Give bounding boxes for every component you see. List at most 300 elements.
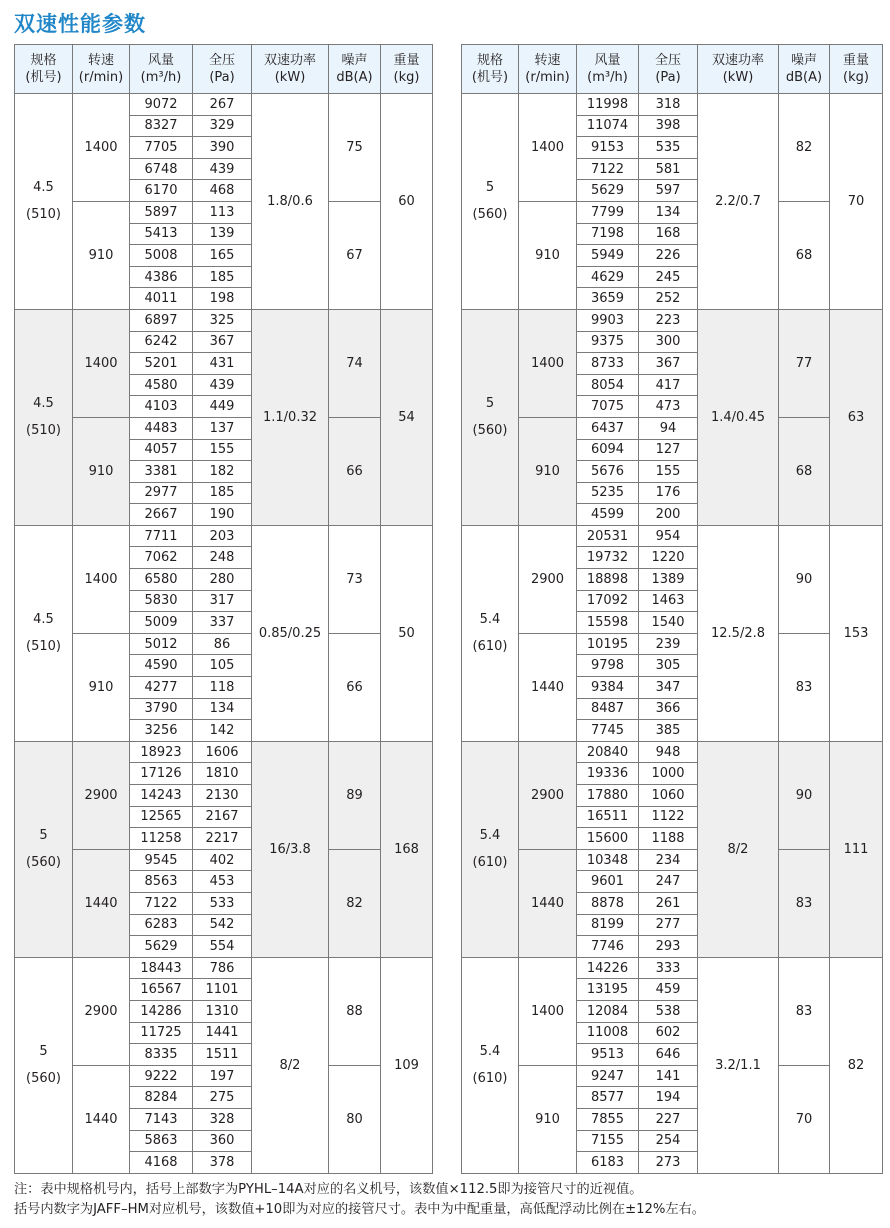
pressure-cell: 1540 (639, 612, 698, 634)
pressure-cell: 141 (639, 1065, 698, 1087)
pressure-cell: 459 (639, 979, 698, 1001)
pressure-cell: 142 (193, 720, 252, 742)
column-header-noise-unit: dB(A) (785, 70, 823, 85)
column-header-speed-unit: (r/min) (525, 70, 570, 85)
airflow-cell: 7075 (577, 396, 639, 418)
airflow-cell: 17126 (130, 763, 193, 785)
speed-cell: 1400 (519, 309, 577, 417)
table-row (462, 633, 883, 655)
spec-code: (560) (26, 1071, 61, 1087)
airflow-cell: 11258 (130, 828, 193, 850)
pressure-cell: 367 (193, 331, 252, 353)
column-header-speed (519, 45, 577, 94)
spec-model: 4.5 (33, 396, 54, 412)
pressure-cell: 118 (193, 677, 252, 699)
pressure-cell: 948 (639, 741, 698, 763)
pressure-cell: 1122 (639, 806, 698, 828)
spec-model: 5 (39, 1044, 48, 1060)
speed-cell: 1400 (73, 309, 130, 417)
table-row (15, 741, 433, 763)
column-header-spec (15, 45, 73, 94)
pressure-cell: 223 (639, 309, 698, 331)
airflow-cell: 15598 (577, 612, 639, 634)
airflow-cell: 7705 (130, 137, 193, 159)
spec-code: (510) (26, 423, 61, 439)
pressure-cell: 226 (639, 245, 698, 267)
airflow-cell: 5676 (577, 461, 639, 483)
table-row (15, 525, 433, 547)
airflow-cell: 16567 (130, 979, 193, 1001)
column-header-pressure (639, 45, 698, 94)
airflow-cell: 4629 (577, 266, 639, 288)
spec-model: 5 (485, 396, 495, 412)
airflow-cell: 4590 (130, 655, 193, 677)
airflow-cell: 14243 (130, 785, 193, 807)
airflow-cell: 4277 (130, 677, 193, 699)
column-header-airflow (577, 45, 639, 94)
column-header-pressure-name: 全压 (654, 53, 681, 68)
airflow-cell: 7122 (577, 158, 639, 180)
pressure-cell: 139 (193, 223, 252, 245)
pressure-cell: 337 (193, 612, 252, 634)
pressure-cell: 280 (193, 569, 252, 591)
pressure-cell: 347 (639, 677, 698, 699)
airflow-cell: 3790 (130, 698, 193, 720)
column-header-spec-unit: (机号) (25, 70, 62, 85)
table-row (462, 201, 883, 223)
airflow-cell: 4103 (130, 396, 193, 418)
column-header-speed-unit: (r/min) (78, 70, 124, 85)
airflow-cell: 14226 (577, 957, 639, 979)
airflow-cell: 6094 (577, 439, 639, 461)
speed-cell: 2900 (73, 741, 130, 849)
pressure-cell: 1310 (193, 1000, 252, 1022)
speed-cell: 910 (73, 201, 130, 309)
airflow-cell: 4483 (130, 417, 193, 439)
pressure-cell: 248 (193, 547, 252, 569)
airflow-cell: 5413 (130, 223, 193, 245)
footnote-line-1: 注：表中规格机号内，括号上部数字为PYHL–14A对应的名义机号，该数值×112.5即为接管尺寸的近视值。 (14, 1182, 643, 1197)
airflow-cell: 7143 (130, 1108, 193, 1130)
pressure-cell: 1441 (193, 1022, 252, 1044)
pressure-cell: 325 (193, 309, 252, 331)
column-header-pressure-unit: (Pa) (655, 70, 681, 85)
pressure-cell: 185 (193, 482, 252, 504)
noise-cell: 77 (779, 309, 830, 417)
pressure-cell: 200 (639, 504, 698, 526)
model-group (462, 957, 883, 1173)
column-header-noise-name: 噪声 (341, 53, 368, 68)
noise-cell: 88 (329, 957, 381, 1065)
noise-cell: 90 (779, 525, 830, 633)
airflow-cell: 18923 (130, 741, 193, 763)
column-header-airflow-unit: (m³/h) (587, 70, 628, 85)
noise-cell: 83 (779, 957, 830, 1065)
airflow-cell: 11998 (577, 94, 639, 116)
column-header-weight-unit: (kg) (393, 70, 420, 85)
power-cell: 12.5/2.8 (698, 525, 779, 741)
column-header-weight-name: 重量 (393, 53, 420, 68)
airflow-cell: 18898 (577, 569, 639, 591)
power-cell: 8/2 (698, 741, 779, 957)
spec-code: (560) (472, 423, 508, 439)
pressure-cell: 105 (193, 655, 252, 677)
pressure-cell: 300 (639, 331, 698, 353)
speed-cell: 1400 (73, 94, 130, 202)
airflow-cell: 19336 (577, 763, 639, 785)
model-group (15, 94, 433, 310)
model-group (15, 957, 433, 1173)
table-row (462, 309, 883, 331)
power-cell: 2.2/0.7 (698, 94, 779, 310)
airflow-cell: 5008 (130, 245, 193, 267)
spec-cell (462, 741, 519, 957)
weight-cell: 50 (381, 525, 433, 741)
table-row (15, 201, 433, 223)
pressure-cell: 113 (193, 201, 252, 223)
noise-cell: 89 (329, 741, 381, 849)
pressure-cell: 453 (193, 871, 252, 893)
pressure-cell: 203 (193, 525, 252, 547)
column-header-pressure-name: 全压 (208, 53, 235, 68)
spec-model: 5 (485, 180, 495, 196)
pressure-cell: 293 (639, 936, 698, 958)
pressure-cell: 1060 (639, 785, 698, 807)
speed-cell: 1440 (519, 633, 577, 741)
pressure-cell: 329 (193, 115, 252, 137)
airflow-cell: 8054 (577, 374, 639, 396)
spec-cell (15, 957, 73, 1173)
pressure-cell: 402 (193, 849, 252, 871)
airflow-cell: 5949 (577, 245, 639, 267)
column-header-noise-name: 噪声 (790, 53, 817, 68)
airflow-cell: 2667 (130, 504, 193, 526)
speed-cell: 2900 (73, 957, 130, 1065)
speed-cell: 2900 (519, 741, 577, 849)
pressure-cell: 786 (193, 957, 252, 979)
airflow-cell: 8199 (577, 914, 639, 936)
spec-model: 5.4 (479, 1044, 501, 1060)
page-title: 双速性能参数 (14, 12, 146, 36)
column-header-speed-name: 转速 (534, 53, 561, 68)
pressure-cell: 554 (193, 936, 252, 958)
noise-cell: 83 (779, 849, 830, 957)
table-row (15, 849, 433, 871)
column-header-power-unit: (kW) (722, 70, 754, 85)
airflow-cell: 2977 (130, 482, 193, 504)
airflow-cell: 4011 (130, 288, 193, 310)
table-left (14, 44, 433, 1174)
airflow-cell: 6242 (130, 331, 193, 353)
airflow-cell: 8878 (577, 892, 639, 914)
airflow-cell: 8563 (130, 871, 193, 893)
noise-cell: 73 (329, 525, 381, 633)
airflow-cell: 5830 (130, 590, 193, 612)
speed-cell: 1440 (73, 849, 130, 957)
table-row (462, 849, 883, 871)
airflow-cell: 5235 (577, 482, 639, 504)
spec-code: (610) (472, 1071, 508, 1087)
weight-cell: 63 (830, 309, 883, 525)
pressure-cell: 468 (193, 180, 252, 202)
pressure-cell: 417 (639, 374, 698, 396)
column-header-power (252, 45, 329, 94)
spec-code: (560) (472, 207, 508, 223)
weight-cell: 153 (830, 525, 883, 741)
speed-cell: 1440 (73, 1065, 130, 1173)
column-header-spec (462, 45, 519, 94)
column-header-weight (830, 45, 883, 94)
airflow-cell: 9545 (130, 849, 193, 871)
pressure-cell: 398 (639, 115, 698, 137)
pressure-cell: 1511 (193, 1044, 252, 1066)
model-group (462, 94, 883, 310)
pressure-cell: 247 (639, 871, 698, 893)
airflow-cell: 6437 (577, 417, 639, 439)
column-header-power-unit: (kW) (274, 70, 306, 85)
airflow-cell: 8487 (577, 698, 639, 720)
airflow-cell: 10348 (577, 849, 639, 871)
pressure-cell: 538 (639, 1000, 698, 1022)
column-header-pressure-unit: (Pa) (209, 70, 235, 85)
airflow-cell: 9375 (577, 331, 639, 353)
column-header-airflow-name: 风量 (594, 53, 621, 68)
airflow-cell: 7799 (577, 201, 639, 223)
footnote (14, 1180, 705, 1220)
pressure-cell: 2130 (193, 785, 252, 807)
noise-cell: 68 (779, 201, 830, 309)
column-header-weight (381, 45, 433, 94)
airflow-cell: 3256 (130, 720, 193, 742)
pressure-cell: 378 (193, 1152, 252, 1174)
column-header-spec-name: 规格 (476, 53, 503, 68)
airflow-cell: 12084 (577, 1000, 639, 1022)
column-header-power-name: 双速功率 (263, 53, 316, 68)
power-cell: 3.2/1.1 (698, 957, 779, 1173)
airflow-cell: 3659 (577, 288, 639, 310)
pressure-cell: 535 (639, 137, 698, 159)
column-header-airflow-unit: (m³/h) (140, 70, 182, 85)
speed-cell: 910 (519, 201, 577, 309)
spec-model: 5 (39, 828, 48, 844)
column-header-noise (779, 45, 830, 94)
airflow-cell: 8577 (577, 1087, 639, 1109)
pressure-cell: 252 (639, 288, 698, 310)
pressure-cell: 533 (193, 892, 252, 914)
spec-cell (15, 741, 73, 957)
airflow-cell: 5863 (130, 1130, 193, 1152)
airflow-cell: 5629 (130, 936, 193, 958)
table-row (462, 525, 883, 547)
noise-cell: 67 (329, 201, 381, 309)
column-header-power-name: 双速功率 (711, 53, 764, 68)
noise-cell: 66 (329, 417, 381, 525)
speed-cell: 1400 (519, 957, 577, 1065)
table-row (15, 417, 433, 439)
pressure-cell: 155 (193, 439, 252, 461)
column-header-power (698, 45, 779, 94)
model-group (462, 741, 883, 957)
pressure-cell: 317 (193, 590, 252, 612)
noise-cell: 74 (329, 309, 381, 417)
pressure-cell: 390 (193, 137, 252, 159)
table-right (461, 44, 883, 1174)
airflow-cell: 6283 (130, 914, 193, 936)
column-header-airflow (130, 45, 193, 94)
pressure-cell: 449 (193, 396, 252, 418)
pressure-cell: 542 (193, 914, 252, 936)
table-row (15, 94, 433, 116)
airflow-cell: 4580 (130, 374, 193, 396)
table-row (462, 1065, 883, 1087)
speed-cell: 1400 (519, 94, 577, 202)
pressure-cell: 94 (639, 417, 698, 439)
spec-code: (560) (26, 855, 61, 871)
airflow-cell: 12565 (130, 806, 193, 828)
airflow-cell: 6897 (130, 309, 193, 331)
pressure-cell: 134 (193, 698, 252, 720)
table-row (15, 309, 433, 331)
airflow-cell: 9153 (577, 137, 639, 159)
airflow-cell: 4168 (130, 1152, 193, 1174)
airflow-cell: 9903 (577, 309, 639, 331)
speed-cell: 910 (519, 417, 577, 525)
pressure-cell: 155 (639, 461, 698, 483)
weight-cell: 54 (381, 309, 433, 525)
noise-cell: 80 (329, 1065, 381, 1173)
airflow-cell: 9222 (130, 1065, 193, 1087)
pressure-cell: 134 (639, 201, 698, 223)
noise-cell: 82 (779, 94, 830, 202)
pressure-cell: 305 (639, 655, 698, 677)
airflow-cell: 18443 (130, 957, 193, 979)
airflow-cell: 8284 (130, 1087, 193, 1109)
pressure-cell: 198 (193, 288, 252, 310)
airflow-cell: 4386 (130, 266, 193, 288)
column-header-speed (73, 45, 130, 94)
airflow-cell: 16511 (577, 806, 639, 828)
pressure-cell: 1463 (639, 590, 698, 612)
model-group (15, 525, 433, 741)
weight-cell: 60 (381, 94, 433, 310)
pressure-cell: 1220 (639, 547, 698, 569)
airflow-cell: 7062 (130, 547, 193, 569)
airflow-cell: 17880 (577, 785, 639, 807)
pressure-cell: 261 (639, 892, 698, 914)
pressure-cell: 86 (193, 633, 252, 655)
footnote-line-2: 括号内数字为JAFF–HM对应机号，该数值+10即为对应的接管尺寸。表中为中配重量，高低配浮动比例在±12%左右。 (14, 1202, 705, 1217)
pressure-cell: 185 (193, 266, 252, 288)
weight-cell: 70 (830, 94, 883, 310)
table-row (462, 957, 883, 979)
airflow-cell: 7711 (130, 525, 193, 547)
airflow-cell: 13195 (577, 979, 639, 1001)
airflow-cell: 8335 (130, 1044, 193, 1066)
pressure-cell: 328 (193, 1108, 252, 1130)
power-cell: 0.85/0.25 (252, 525, 329, 741)
table-row (462, 94, 883, 116)
weight-cell: 168 (381, 741, 433, 957)
speed-cell: 1400 (73, 525, 130, 633)
column-header-speed-name: 转速 (87, 53, 114, 68)
column-header-noise-unit: dB(A) (336, 70, 373, 85)
airflow-cell: 5009 (130, 612, 193, 634)
power-cell: 1.8/0.6 (252, 94, 329, 310)
airflow-cell: 9384 (577, 677, 639, 699)
noise-cell: 75 (329, 94, 381, 202)
spec-cell (462, 957, 519, 1173)
speed-cell: 910 (519, 1065, 577, 1173)
pressure-cell: 1606 (193, 741, 252, 763)
airflow-cell: 9513 (577, 1044, 639, 1066)
pressure-cell: 366 (639, 698, 698, 720)
airflow-cell: 14286 (130, 1000, 193, 1022)
pressure-cell: 254 (639, 1130, 698, 1152)
table-row (15, 1065, 433, 1087)
power-cell: 16/3.8 (252, 741, 329, 957)
airflow-cell: 11725 (130, 1022, 193, 1044)
pressure-cell: 275 (193, 1087, 252, 1109)
airflow-cell: 4057 (130, 439, 193, 461)
airflow-cell: 8733 (577, 353, 639, 375)
pressure-cell: 954 (639, 525, 698, 547)
pressure-cell: 597 (639, 180, 698, 202)
pressure-cell: 2217 (193, 828, 252, 850)
airflow-cell: 15600 (577, 828, 639, 850)
airflow-cell: 6170 (130, 180, 193, 202)
airflow-cell: 11074 (577, 115, 639, 137)
pressure-cell: 197 (193, 1065, 252, 1087)
pressure-cell: 1810 (193, 763, 252, 785)
spec-code: (510) (26, 207, 61, 223)
pressure-cell: 367 (639, 353, 698, 375)
airflow-cell: 3381 (130, 461, 193, 483)
weight-cell: 109 (381, 957, 433, 1173)
spec-model: 5.4 (479, 612, 501, 628)
pressure-cell: 267 (193, 94, 252, 116)
airflow-cell: 7155 (577, 1130, 639, 1152)
airflow-cell: 9601 (577, 871, 639, 893)
pressure-cell: 1101 (193, 979, 252, 1001)
spec-code: (610) (472, 639, 508, 655)
model-group (462, 309, 883, 525)
column-header-spec-name: 规格 (30, 53, 57, 68)
model-group (462, 525, 883, 741)
airflow-cell: 8327 (130, 115, 193, 137)
airflow-cell: 17092 (577, 590, 639, 612)
spec-cell (462, 309, 519, 525)
power-cell: 8/2 (252, 957, 329, 1173)
airflow-cell: 5201 (130, 353, 193, 375)
airflow-cell: 5897 (130, 201, 193, 223)
spec-cell (462, 94, 519, 310)
table-row (15, 957, 433, 979)
pressure-cell: 602 (639, 1022, 698, 1044)
pressure-cell: 439 (193, 374, 252, 396)
column-header-noise (329, 45, 381, 94)
power-cell: 1.4/0.45 (698, 309, 779, 525)
airflow-cell: 7745 (577, 720, 639, 742)
pressure-cell: 273 (639, 1152, 698, 1174)
column-header-airflow-name: 风量 (147, 53, 174, 68)
pressure-cell: 1389 (639, 569, 698, 591)
spec-cell (15, 94, 73, 310)
spec-model: 5.4 (479, 828, 501, 844)
column-header-weight-name: 重量 (842, 53, 869, 68)
noise-cell: 66 (329, 633, 381, 741)
airflow-cell: 9798 (577, 655, 639, 677)
column-header-spec-unit: (机号) (471, 70, 509, 85)
